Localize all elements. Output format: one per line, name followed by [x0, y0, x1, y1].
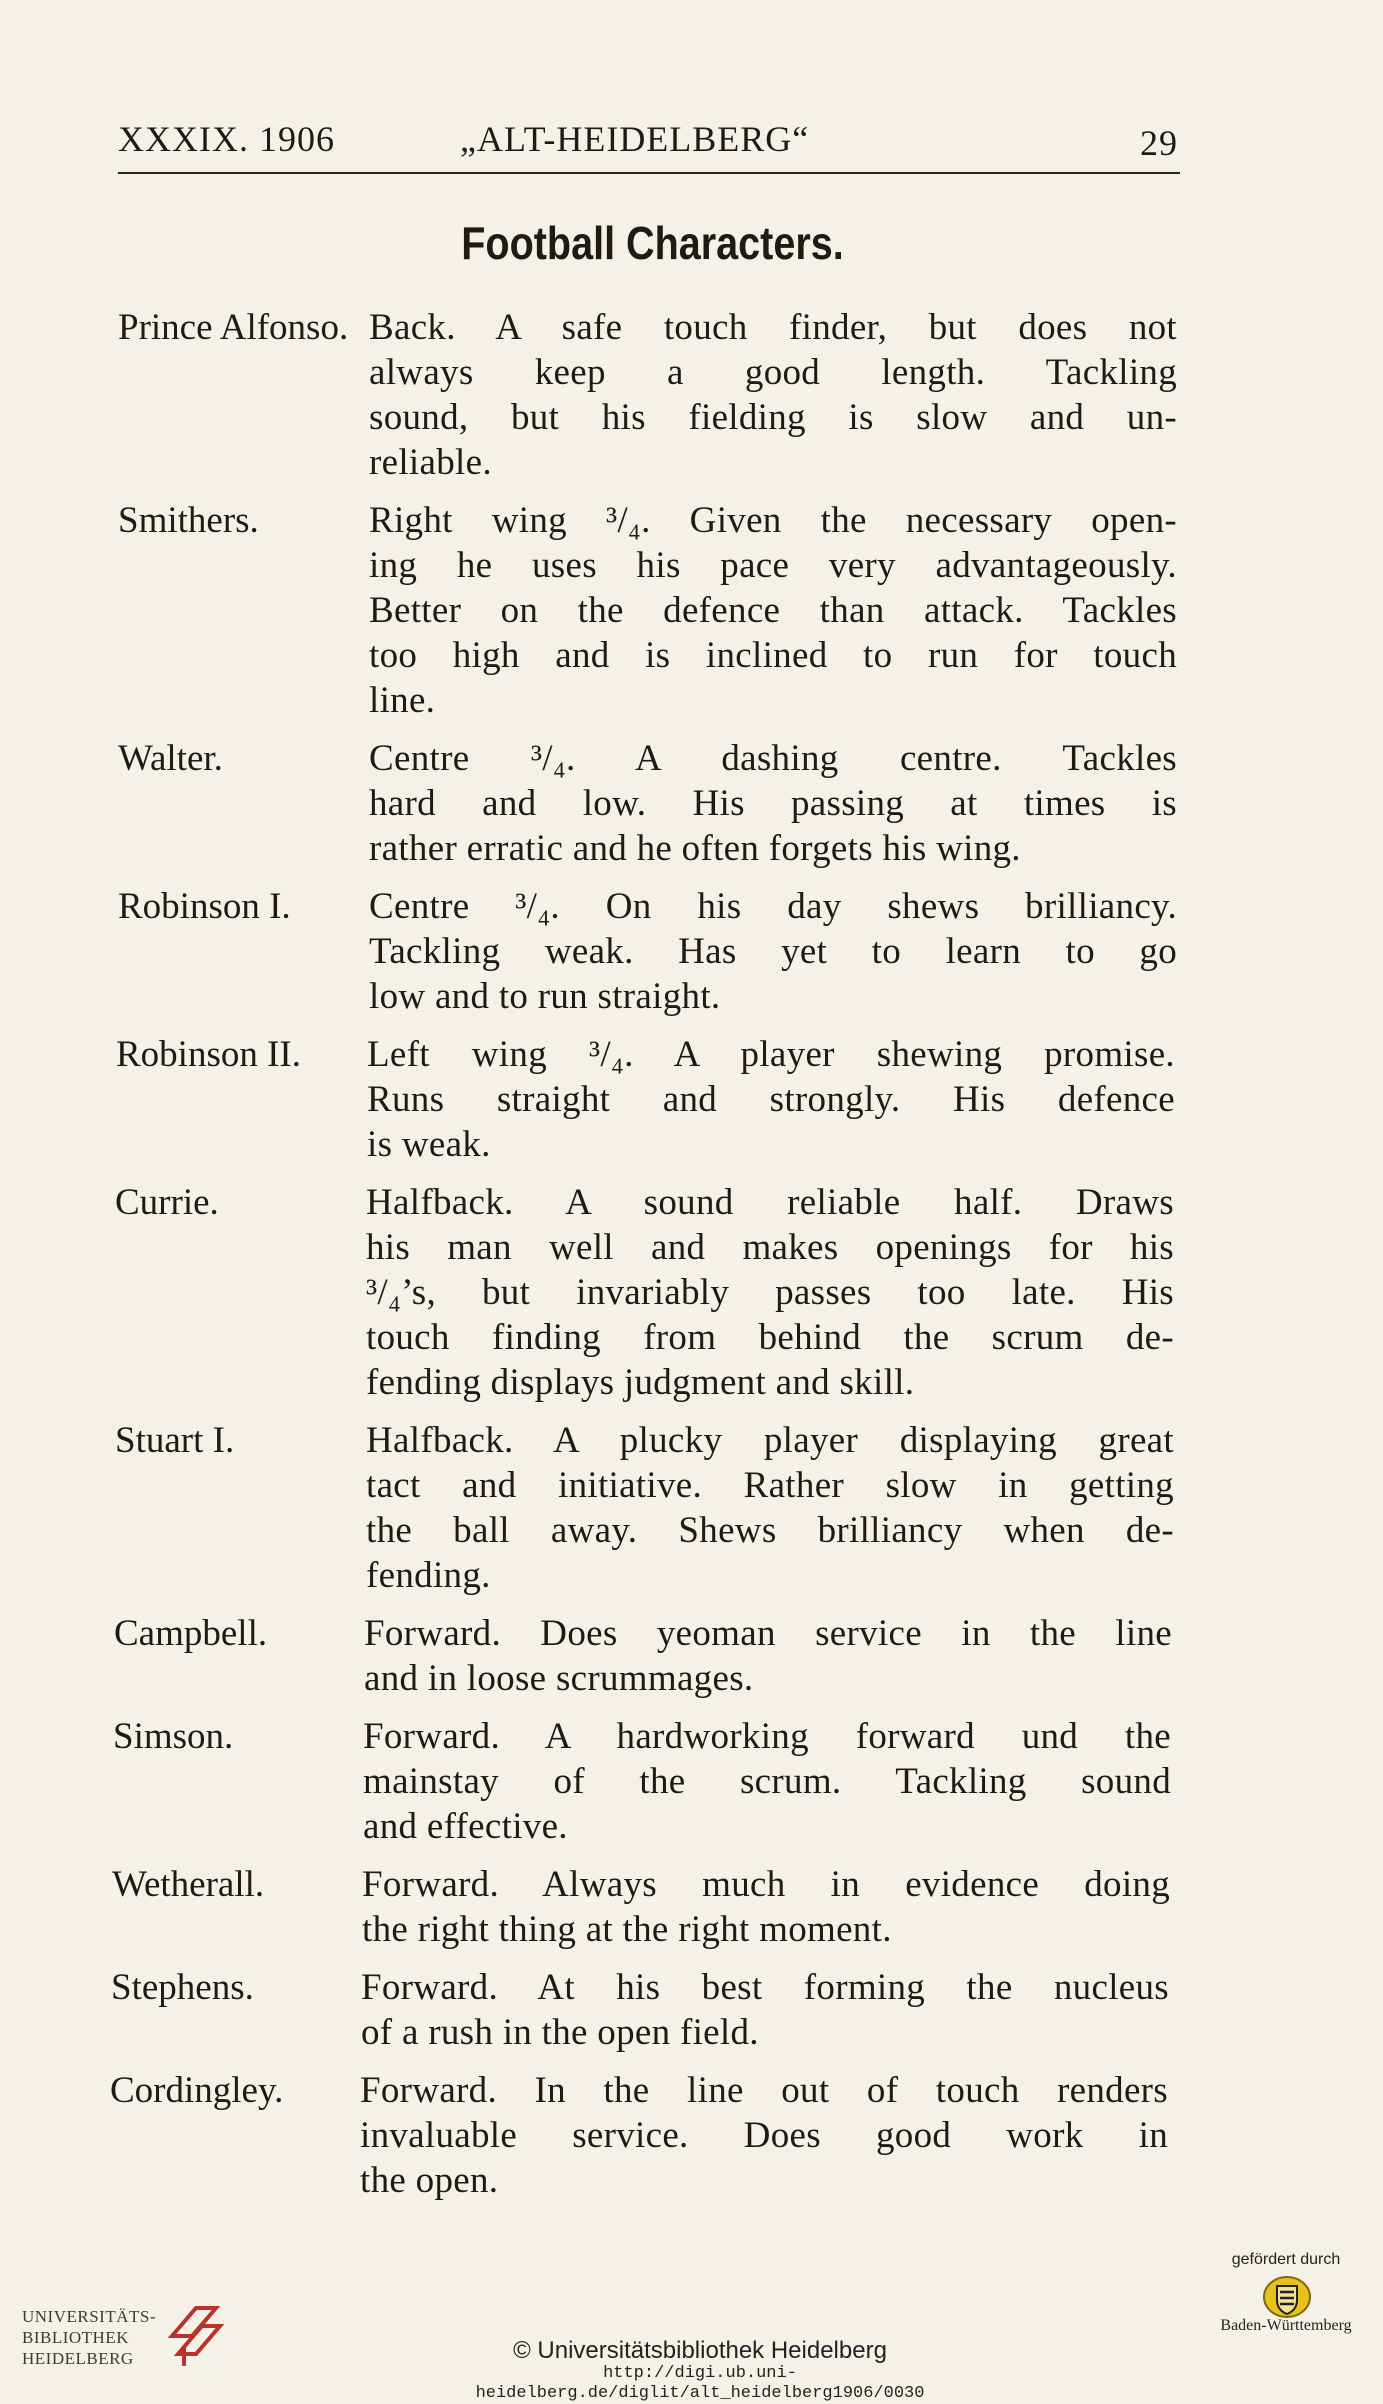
- character-name: Cordingley.: [110, 2070, 284, 2111]
- description-line: his man well and makes openings for his: [366, 1227, 1174, 1268]
- character-name: Simson.: [113, 1716, 234, 1757]
- character-name: Currie.: [115, 1182, 219, 1223]
- description-line: touch finding from behind the scrum de-: [366, 1317, 1174, 1358]
- description-line: hard and low. His passing at times is: [369, 783, 1177, 824]
- character-description: [367, 1032, 1175, 1167]
- character-name: Smithers.: [118, 500, 259, 541]
- sponsor-text: gefördert durch: [1231, 2251, 1341, 2268]
- character-description: [369, 736, 1177, 871]
- description-line: Forward. In the line out of touch renders: [360, 2070, 1168, 2111]
- description-line: the right thing at the right moment.: [362, 1909, 892, 1950]
- running-head: [118, 112, 1178, 164]
- description-line: fending displays judgment and skill.: [366, 1362, 915, 1403]
- description-line: too high and is inclined to run for touch: [369, 635, 1177, 676]
- library-line: HEIDELBERG: [22, 2349, 134, 2368]
- character-name: Wetherall.: [112, 1864, 265, 1905]
- description-line: Right wing ³/₄. Given the necessary open-: [369, 500, 1177, 541]
- character-description: [369, 498, 1177, 723]
- library-line: BIBLIOTHEK: [22, 2328, 129, 2347]
- description-line: rather erratic and he often forgets his wing.: [369, 828, 1021, 869]
- description-line: Halfback. A sound reliable half. Draws: [366, 1182, 1174, 1223]
- character-name: Robinson II.: [116, 1034, 301, 1075]
- description-line: mainstay of the scrum. Tackling sound: [363, 1761, 1171, 1802]
- library-line: UNIVERSITÄTS-: [22, 2307, 156, 2326]
- description-line: Forward. Does yeoman service in the line: [364, 1613, 1172, 1654]
- character-description: [362, 1862, 1170, 1952]
- description-line: the open.: [360, 2160, 499, 2201]
- state-crest-icon: [1262, 2274, 1312, 2320]
- description-line: low and to run straight.: [369, 976, 721, 1017]
- description-line: and effective.: [363, 1806, 568, 1847]
- description-line: of a rush in the open field.: [361, 2012, 759, 2053]
- character-description: [363, 1714, 1171, 1849]
- description-line: invaluable service. Does good work in: [360, 2115, 1168, 2156]
- footer-credits: [400, 2338, 1000, 2404]
- description-line: Left wing ³/₄. A player shewing promise.: [367, 1034, 1175, 1075]
- sponsor-block: [1206, 2250, 1366, 2336]
- character-name: Campbell.: [114, 1613, 268, 1654]
- description-line: line.: [369, 680, 436, 721]
- character-name: Prince Alfonso.: [118, 307, 349, 348]
- description-line: Centre ³/₄. A dashing centre. Tackles: [369, 738, 1177, 779]
- description-line: tact and initiative. Rather slow in getting: [366, 1465, 1174, 1506]
- description-line: the ball away. Shews brilliancy when de-: [366, 1510, 1174, 1551]
- library-logo-icon: [164, 2296, 224, 2368]
- description-line: Centre ³/₄. On his day shews brilliancy.: [369, 886, 1177, 927]
- description-line: ³/₄’s, but invariably passes too late. His: [366, 1272, 1174, 1313]
- character-description: [366, 1180, 1174, 1405]
- description-line: reliable.: [369, 442, 492, 483]
- description-line: Better on the defence than attack. Tackles: [369, 590, 1177, 631]
- character-description: [369, 305, 1177, 485]
- description-line: Runs straight and strongly. His defence: [367, 1079, 1175, 1120]
- description-line: always keep a good length. Tackling: [369, 352, 1177, 393]
- character-name: Robinson I.: [118, 886, 291, 927]
- description-line: sound, but his fielding is slow and un-: [369, 397, 1177, 438]
- character-name: Stuart I.: [115, 1420, 235, 1461]
- description-line: fending.: [366, 1555, 491, 1596]
- character-name: Walter.: [118, 738, 223, 779]
- description-line: ing he uses his pace very advantageously.: [369, 545, 1177, 586]
- page-title: Football Characters.: [461, 217, 844, 269]
- character-name: Stephens.: [111, 1967, 254, 2008]
- description-line: Forward. A hardworking forward und the: [363, 1716, 1171, 1757]
- description-line: Back. A safe touch finder, but does not: [369, 307, 1177, 348]
- page-number: 29: [1140, 123, 1178, 163]
- header-rule: [118, 172, 1180, 174]
- character-description: [364, 1611, 1172, 1701]
- running-head-volume: XXXIX. 1906: [118, 119, 335, 159]
- description-line: Tackling weak. Has yet to learn to go: [369, 931, 1177, 972]
- source-link[interactable]: http://digi.ub.uni-heidelberg.de/diglit/alt_heidelberg1906/0030: [475, 2364, 925, 2403]
- description-line: and in loose scrummages.: [364, 1658, 754, 1699]
- description-line: is weak.: [367, 1124, 491, 1165]
- running-head-title: „ALT-HEIDELBERG“: [460, 119, 810, 159]
- description-line: Halfback. A plucky player displaying great: [366, 1420, 1174, 1461]
- description-line: Forward. At his best forming the nucleus: [361, 1967, 1169, 2008]
- character-description: [366, 1418, 1174, 1598]
- character-description: [369, 884, 1177, 1019]
- character-description: [360, 2068, 1168, 2203]
- character-description: [361, 1965, 1169, 2055]
- copyright-text: © Universitätsbibliothek Heidelberg: [513, 2337, 887, 2364]
- state-name: Baden-Württemberg: [1220, 2317, 1352, 2334]
- description-line: Forward. Always much in evidence doing: [362, 1864, 1170, 1905]
